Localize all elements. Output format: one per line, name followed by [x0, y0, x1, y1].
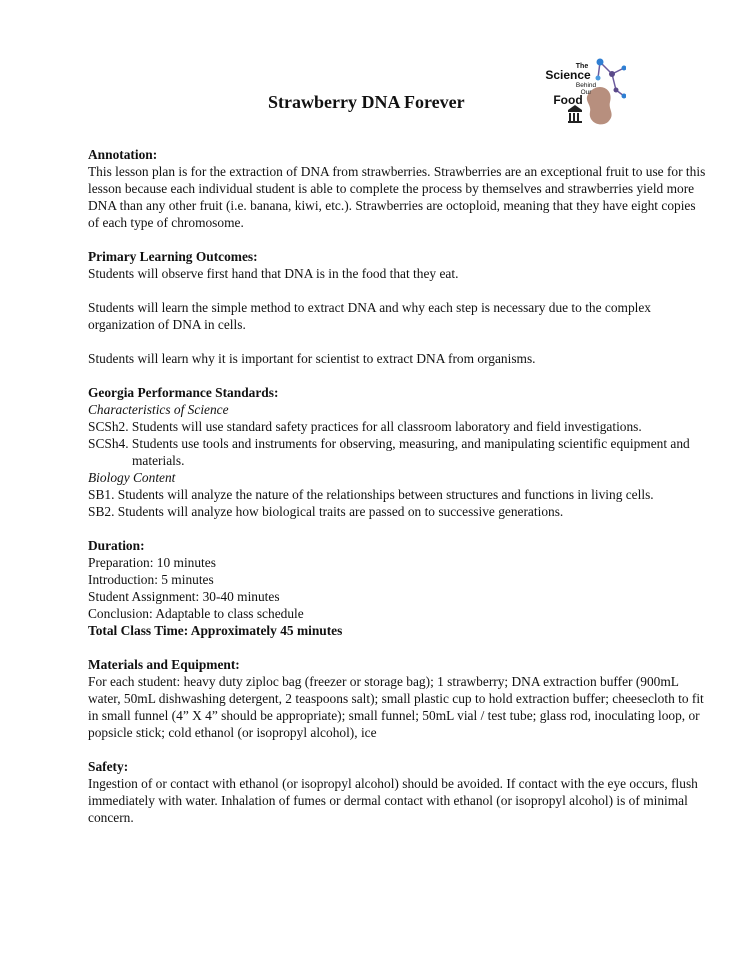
logo-text-food: Food [553, 93, 583, 107]
safety-text: Ingestion of or contact with ethanol (or isopropyl alcohol) should be avoided. If contact with the eye occurs, flush immediately with water. Inhalation of fumes or dermal contact with ethanol (or isopropyl alcohol) is of minimal concern. [88, 776, 698, 825]
document-body [88, 146, 708, 843]
logo-text-behind: Behind [575, 82, 597, 89]
logo-text-the: The [575, 63, 589, 70]
annotation-heading: Annotation: [88, 147, 158, 162]
materials-section [88, 656, 708, 741]
materials-text: For each student: heavy duty ziploc bag (freezer or storage bag); 1 strawberry; DNA extraction buffer (900mL water, 50mL dishwashing detergent, 2 teaspoons salt); small plastic cup to hold extraction buffer; cheesecloth to fit in small funnel (4” X 4” should be appropriate); small funnel; 50mL vial / test tube; glass rod, inoculating loop, or popsicle stick; cold ethanol (or isopropyl alcohol), ice [88, 674, 704, 740]
standards-section [88, 384, 708, 520]
duration-total: Total Class Time: Approximately 45 minutes [88, 623, 343, 638]
outcome-item: Students will observe first hand that DNA is in the food that they eat. [88, 266, 459, 281]
duration-line: Conclusion: Adaptable to class schedule [88, 606, 304, 621]
logo-graphic [538, 52, 626, 128]
standards-group-title: Biology Content [88, 470, 176, 485]
annotation-section [88, 146, 708, 231]
safety-section [88, 758, 708, 826]
logo-text-our: Our [580, 89, 592, 96]
standards-group-title: Characteristics of Science [88, 402, 229, 417]
materials-heading: Materials and Equipment: [88, 657, 240, 672]
logo-text-science: Science [545, 68, 591, 82]
science-behind-our-food-logo [538, 52, 626, 128]
standards-heading: Georgia Performance Standards: [88, 385, 279, 400]
standard-item: SB1. Students will analyze the nature of the relationships between structures and functions in living cells. [88, 487, 654, 502]
safety-heading: Safety: [88, 759, 129, 774]
annotation-text: This lesson plan is for the extraction of DNA from strawberries. Strawberries are an exceptional fruit to use for this lesson because each individual student is able to complete the process by themselves and strawberries yield more DNA than any other fruit (i.e. banana, kiwi, etc.). Strawberries are octoploid, meaning that they have eight copies of each type of chromosome. [88, 164, 706, 230]
outcome-item: Students will learn the simple method to extract DNA and why each step is necessary due to the complex organization of DNA in cells. [88, 300, 652, 332]
duration-line: Preparation: 10 minutes [88, 555, 216, 570]
page-title: Strawberry DNA Forever [268, 92, 465, 112]
outcomes-section [88, 248, 708, 367]
duration-line: Student Assignment: 30-40 minutes [88, 589, 280, 604]
standard-item: SCSh2. Students will use standard safety practices for all classroom laboratory and field investigations. [88, 419, 642, 434]
outcome-item: Students will learn why it is important for scientist to extract DNA from organisms. [88, 351, 536, 366]
duration-section [88, 537, 708, 639]
standard-item: SCSh4. Students use tools and instruments for observing, measuring, and manipulating scientific equipment and materials. [88, 436, 690, 468]
outcomes-heading: Primary Learning Outcomes: [88, 249, 258, 264]
duration-line: Introduction: 5 minutes [88, 572, 214, 587]
duration-heading: Duration: [88, 538, 145, 553]
standard-item: SB2. Students will analyze how biological traits are passed on to successive generations. [88, 504, 564, 519]
